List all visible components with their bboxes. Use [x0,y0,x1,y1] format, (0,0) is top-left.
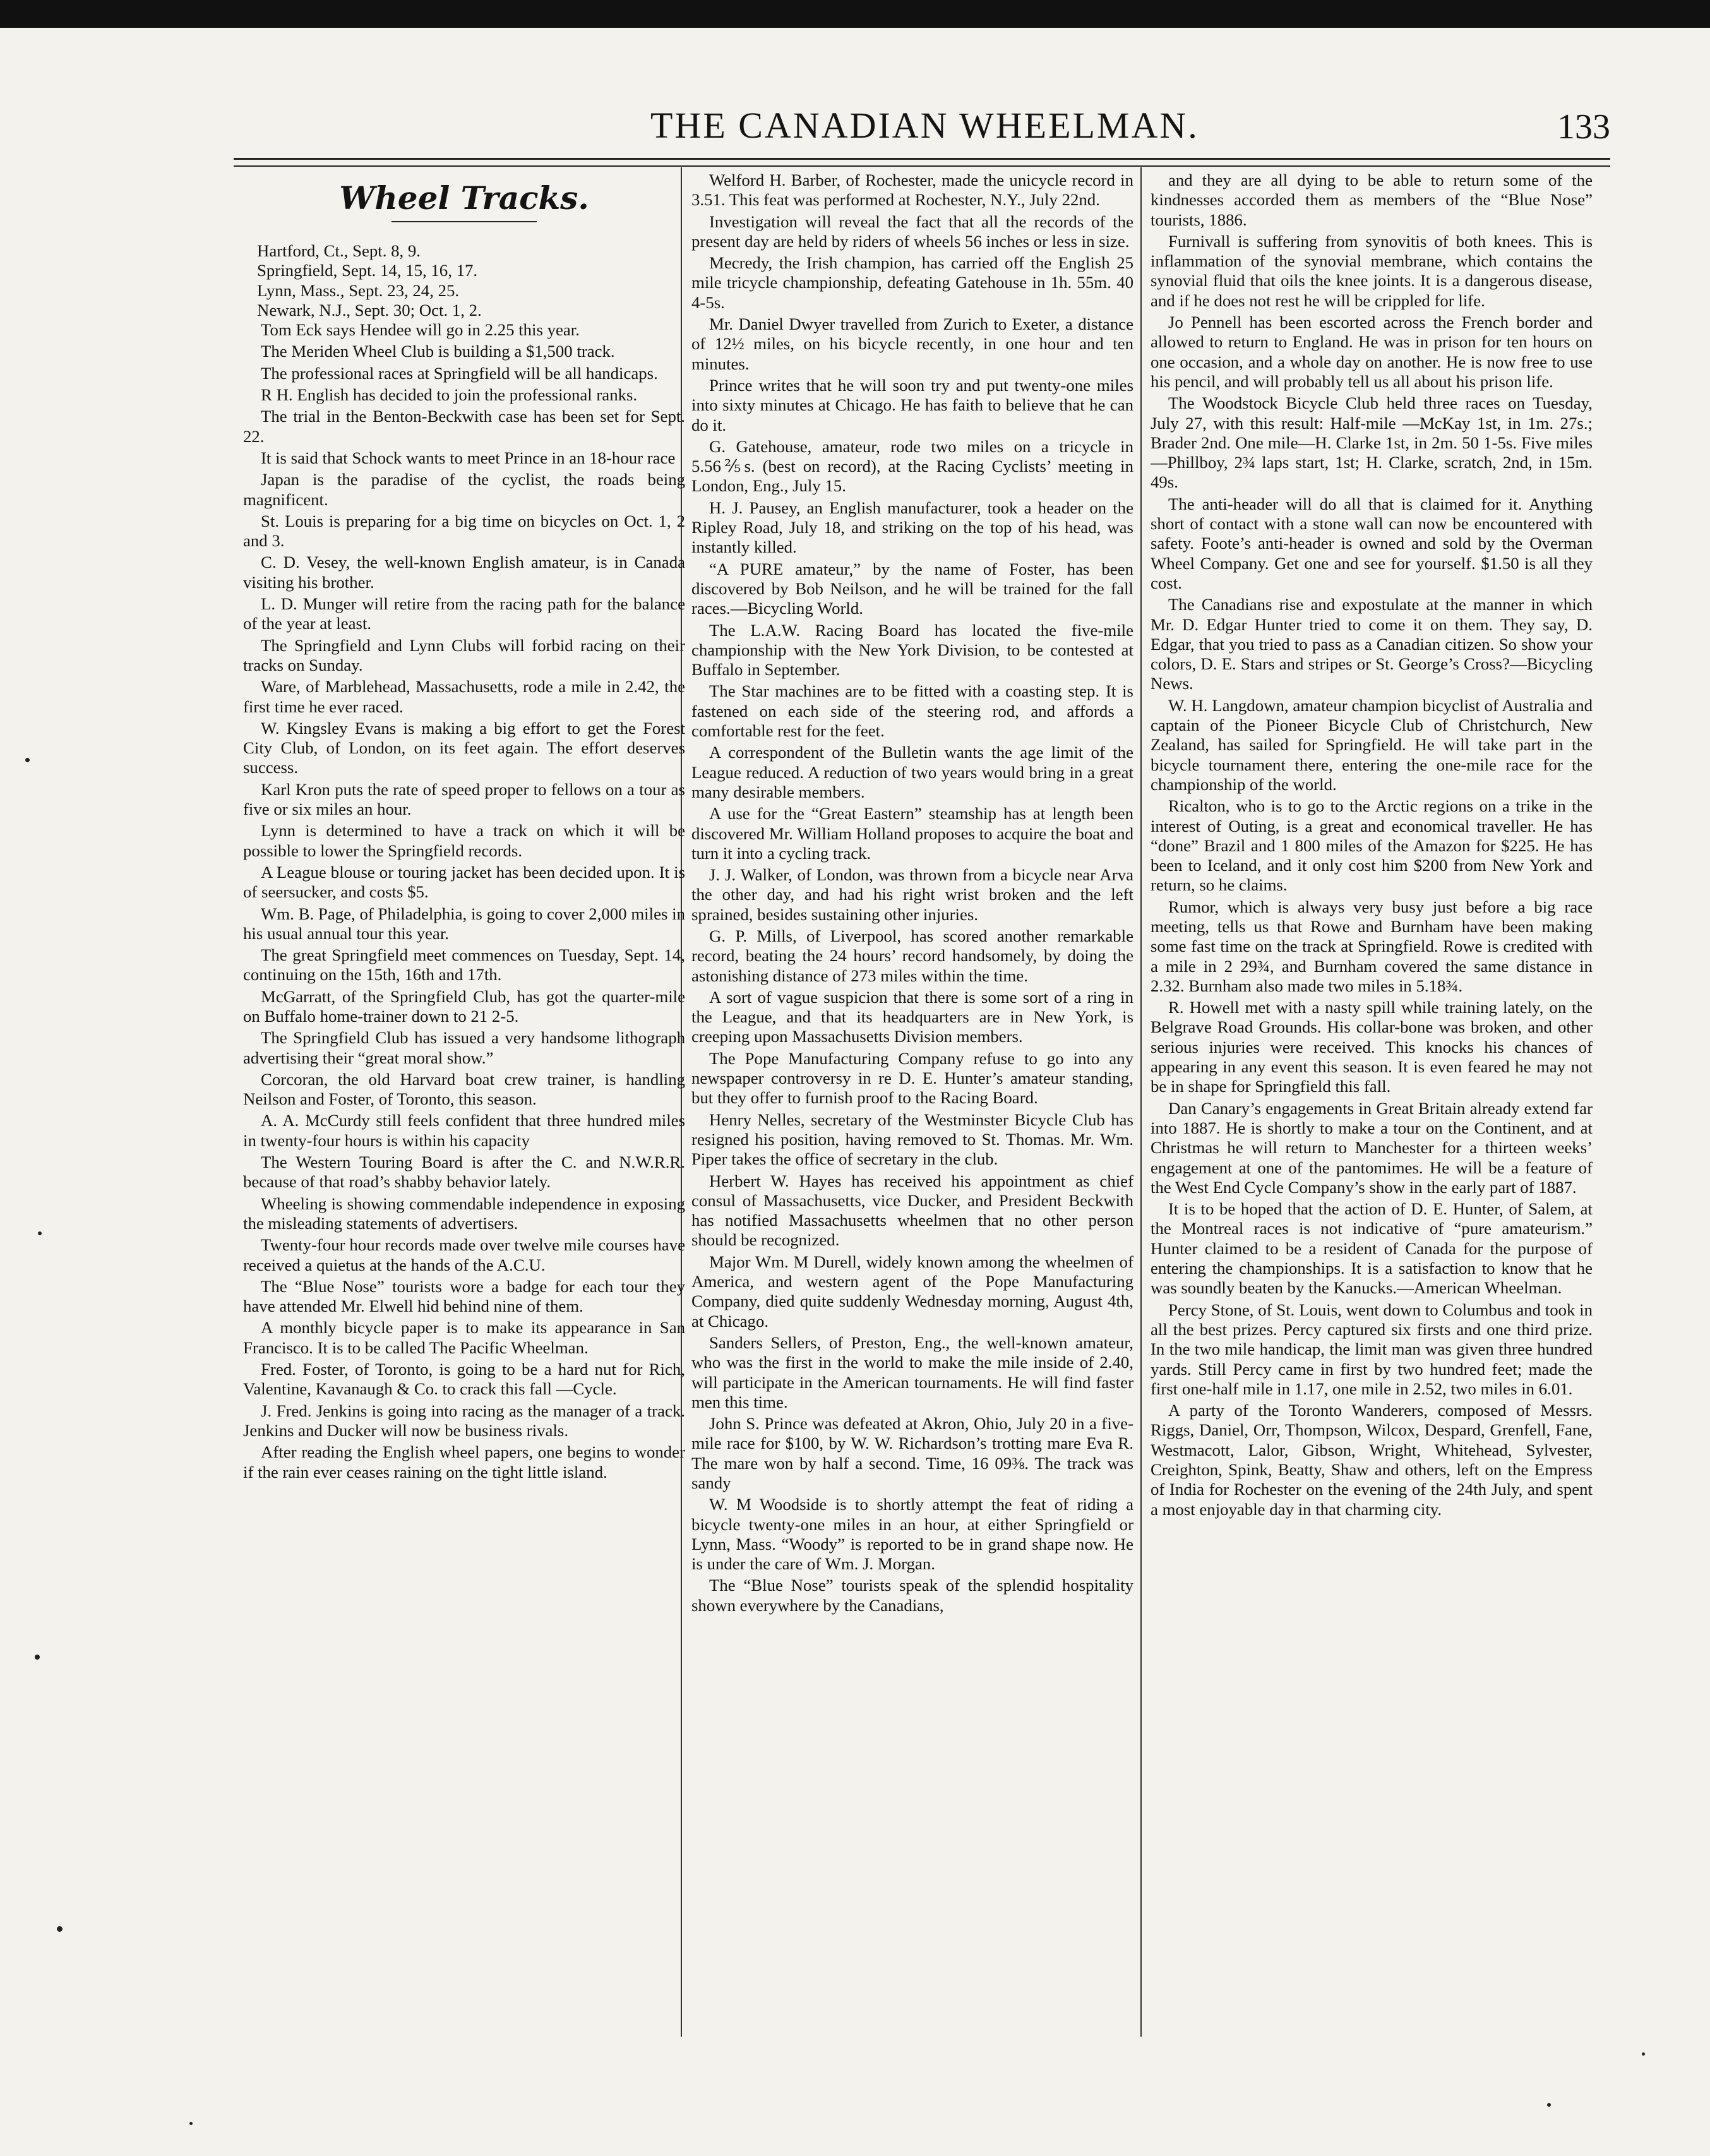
scan-speck [38,1231,42,1235]
news-item: The Pope Manufacturing Company refuse to go into any newspaper controversy in re D. E. Hunter’s amateur standing, but they offer to furnish proof to the Racing Board. [691,1048,1133,1108]
news-item: C. D. Vesey, the well-known English amateur, is in Canada visiting his brother. [243,553,685,592]
news-item: Sanders Sellers, of Preston, Eng., the well-known amateur, who was the first in the world to make the mile inside of 2.40, will participate in the American tournaments. He will find faster men this time. [691,1333,1133,1411]
news-item: The “Blue Nose” tourists speak of the splendid hospitality shown everywhere by the Canadians, [691,1576,1133,1615]
meet-date-line: Springfield, Sept. 14, 15, 16, 17. [257,261,478,280]
news-item: “A PURE amateur,” by the name of Foster, has been discovered by Bob Neilson, and he will be trained for the fall races.—Bicycling World. [691,559,1133,618]
news-item: A monthly bicycle paper is to make its appearance in San Francisco. It is to be called The Pacific Wheelman. [243,1318,685,1357]
news-item: Fred. Foster, of Toronto, is going to be a hard nut for Rich, Valentine, Kavanaugh & Co. to crack this fall —Cycle. [243,1360,685,1399]
news-item: Rumor, which is always very busy just before a big race meeting, tells us that Rowe and Burnham have been making some fast time on the track at Springfield. Rowe is credited with a mile in 2 29¾, and Burnham covered the same distance in 2.32. Burnham also made two miles in 5.18¾. [1151,897,1593,995]
news-item: The Springfield Club has issued a very handsome lithograph advertising their “great moral show.” [243,1028,685,1067]
scan-speck [189,2122,193,2125]
news-item: Investigation will reveal the fact that all the records of the present day are held by riders of wheels 56 inches or less in size. [691,212,1133,251]
news-item: J. J. Walker, of London, was thrown from a bicycle near Arva the other day, and had his right wrist broken and the left sprained, besides sustaining other injuries. [691,865,1133,924]
news-item: H. J. Pausey, an English manufacturer, took a header on the Ripley Road, July 18, and striking on the top of his head, was instantly killed. [691,498,1133,557]
news-item: After reading the English wheel papers, one begins to wonder if the rain ever ceases raining on the tight little island. [243,1442,685,1482]
news-item: The Meriden Wheel Club is building a $1,500 track. [261,342,615,361]
news-item: It is said that Schock wants to meet Prince in an 18-hour race [261,448,676,467]
news-item: Mecredy, the Irish champion, has carried off the English 25 mile tricycle championship, defeating Gatehouse in 1h. 55m. 40 4-5s. [691,253,1133,312]
scan-speck [1547,2103,1551,2107]
header-rule-thin [234,165,1610,167]
news-item: The trial in the Benton-Beckwith case has been set for Sept. 22. [243,407,685,446]
news-item: Karl Kron puts the rate of speed proper to fellows on a tour as five or six miles an hour. [243,779,685,819]
news-item: The L.A.W. Racing Board has located the five-mile championship with the New York Division, to be contested at Buffalo in September. [691,620,1133,680]
news-item: St. Louis is preparing for a big time on bicycles on Oct. 1, 2 and 3. [243,511,685,551]
news-item: G. P. Mills, of Liverpool, has scored another remarkable record, beating the 24 hours’ record handsomely, by doing the astonishing distance of 273 miles within the time. [691,926,1133,985]
scan-speck [1642,2052,1645,2056]
news-item: The anti-header will do all that is claimed for it. Anything short of contact with a stone wall can now be encountered with safety. Foote’s anti-header is owned and sold by the Overman Wheel Company. Get one and see for yourself. $1.50 is all they cost. [1151,494,1593,592]
header-rule [234,158,1610,160]
news-item: John S. Prince was defeated at Akron, Ohio, July 20 in a five-mile race for $100, by W. W. Richardson’s trotting mare Eva R. The mare won by half a second. Time, 16 09⅜. The track was sandy [691,1414,1133,1492]
news-item: Mr. Daniel Dwyer travelled from Zurich to Exeter, a distance of 12½ miles, on his bicycle recently, in one hour and ten minutes. [691,314,1133,373]
news-item: The Canadians rise and expostulate at the manner in which Mr. D. Edgar Hunter tried to come it on them. They say, D. Edgar, that you tried to pass as a Canadian citizen. So show your colors, D. E. Stars and stripes or St. George’s Cross?—Bicycling News. [1151,595,1593,693]
meet-date-line: Hartford, Ct., Sept. 8, 9. [257,241,421,260]
page-number: 133 [1557,107,1610,147]
news-item: Major Wm. M Durell, widely known among the wheelmen of America, and western agent of the Pope Manufacturing Company, died quite suddenly Wednesday morning, August 4th, at Chicago. [691,1252,1133,1331]
meet-date-line: Lynn, Mass., Sept. 23, 24, 25. [257,280,460,300]
news-item: G. Gatehouse, amateur, rode two miles on a tricycle in 5.56⅖s. (best on record), at the Racing Cyclists’ meeting in London, Eng., July 15. [691,436,1133,496]
news-item: McGarratt, of the Springfield Club, has got the quarter-mile on Buffalo home-trainer down to 21 2-5. [243,986,685,1026]
news-item: Wm. B. Page, of Philadelphia, is going to cover 2,000 miles in his usual annual tour this year. [243,904,685,943]
news-item: Dan Canary’s engagements in Great Britain already extend far into 1887. He is shortly to make a tour on the Continent, and at Christmas he will return to Manchester for a thirteen weeks’ engagement at one of the pantomimes. He will be a feature of the West End Cycle Company’s show in the early part of 1887. [1151,1098,1593,1197]
news-item: A League blouse or touring jacket has been decided upon. It is of seersucker, and costs $5. [243,862,685,902]
news-item: R. Howell met with a nasty spill while training lately, on the Belgrave Road Grounds. His collar-bone was broken, and other serious injuries were received. This knocks his chances of appearing in any event this season. It is even feared he may not be in shape for Springfield this fall. [1151,998,1593,1096]
news-item: W. M Woodside is to shortly attempt the feat of riding a bicycle twenty-one miles in an hour, at either Springfield or Lynn, Mass. “Woody” is reported to be in grand shape now. He is under the care of Wm. J. Morgan. [691,1495,1133,1574]
news-item: Ricalton, who is to go to the Arctic regions on a trike in the interest of Outing, is a great and economical traveller. He has “done” Brazil and 1 800 miles of the Amazon for $225. He has been to Iceland, and it only cost him $200 from New York and return, so he claims. [1151,796,1593,895]
news-item: Twenty-four hour records made over twelve mile courses have received a quietus at the hands of the A.C.U. [243,1235,685,1274]
news-item: The professional races at Springfield will be all handicaps. [261,363,658,383]
masthead-title: THE CANADIAN WHEELMAN. [650,105,1199,146]
news-item: Henry Nelles, secretary of the Westminster Bicycle Club has resigned his position, having removed to St. Thomas. Mr. Wm. Piper takes the office of secretary in the club. [691,1110,1133,1169]
news-item: Corcoran, the old Harvard boat crew trainer, is handling Neilson and Foster, of Toronto, this season. [243,1069,685,1109]
news-item: The Star machines are to be fitted with a coasting step. It is fastened on each side of the steering rod, and affords a comfortable rest for the feet. [691,681,1133,741]
news-item: Welford H. Barber, of Rochester, made the unicycle record in 3.51. This feat was performed at Rochester, N.Y., July 22nd. [691,171,1133,210]
news-item: Prince writes that he will soon try and put twenty-one miles into sixty minutes at Chicago. He has faith to believe that he can do it. [691,375,1133,434]
scan-speck [57,1926,63,1932]
news-item: The great Springfield meet commences on Tuesday, Sept. 14, continuing on the 15th, 16th and 17th. [243,945,685,985]
news-item: L. D. Munger will retire from the racing path for the balance of the year at least. [243,594,685,633]
news-item: Herbert W. Hayes has received his appointment as chief consul of Massachusetts, vice Ducker, and President Beckwith has notified Massachusetts wheelmen that no other person should be recognized. [691,1171,1133,1250]
news-item: R H. English has decided to join the professional ranks. [261,385,638,405]
news-item: Tom Eck says Hendee will go in 2.25 this year. [261,320,580,340]
news-item: Wheeling is showing commendable independence in exposing the misleading statements of advertisers. [243,1194,685,1233]
news-item: Japan is the paradise of the cyclist, the roads being magnificent. [243,470,685,509]
news-item: Jo Pennell has been escorted across the French border and allowed to return to England. He was in prison for ten hours on one occasion, and a whole day on another. He is now free to use his pencil, and will probably tell us all about his prison life. [1151,313,1593,391]
news-item: A. A. McCurdy still feels confident that three hundred miles in twenty-four hours is within his capacity [243,1111,685,1150]
news-item: It is to be hoped that the action of D. E. Hunter, of Salem, at the Montreal races is not indicative of “pure amateurism.” Hunter claimed to be a resident of Canada for the purpose of entering the championships. It is a satisfaction to know that he was soundly beaten by the Kanucks.—American Wheelman. [1151,1199,1593,1298]
news-item: A correspondent of the Bulletin wants the age limit of the League reduced. A reduction of two years would bring in a great many desirable members. [691,743,1133,801]
meet-date-line: Newark, N.J., Sept. 30; Oct. 1, 2. [257,300,482,320]
news-item: The “Blue Nose” tourists wore a badge for each tour they have attended Mr. Elwell hid behind nine of them. [243,1276,685,1316]
column-2 [691,171,1133,2033]
column-1 [243,171,685,2033]
news-item: J. Fred. Jenkins is going into racing as the manager of a track. Jenkins and Ducker will now be business rivals. [243,1401,685,1440]
scan-speck [25,758,30,762]
news-item: and they are all dying to be able to return some of the kindnesses accorded them as members of the “Blue Nose” tourists, 1886. [1151,171,1593,229]
news-item: A use for the “Great Eastern” steamship has at length been discovered Mr. William Holland proposes to acquire the boat and turn it into a cycling track. [691,804,1133,863]
news-item: Ware, of Marblehead, Massachusetts, rode a mile in 2.42, the first time he ever raced. [243,677,685,716]
news-item: Furnivall is suffering from synovitis of both knees. This is inflammation of the synovial membrane, which contains the synovial fluid that oils the knee joints. It is a dangerous disease, and if he does not rest he will be crippled for life. [1151,231,1593,310]
page-header [234,104,1610,155]
news-item: Lynn is determined to have a track on which it will be possible to lower the Springfield records. [243,821,685,860]
news-item: W. H. Langdown, amateur champion bicyclist of Australia and captain of the Pioneer Bicycle Club of Christchurch, New Zealand, has sailed for Springfield. He will take part in the bicycle tournament there, entering the one-mile race for the championship of the world. [1151,695,1593,794]
scan-top-edge [0,0,1710,28]
news-item: A party of the Toronto Wanderers, composed of Messrs. Riggs, Daniel, Orr, Thompson, Wilcox, Despard, Grenfell, Fane, Westmacott, Lalor, Gibson, Wright, Whitehead, Sylvester, Creighton, Spink, Beatty, Shaw and others, left on the Empress of India for Rochester on the evening of the 24th July, and spent a most enjoyable day in that charming city. [1151,1401,1593,1519]
column-divider [1140,167,1142,2037]
section-title-rule [392,221,537,222]
news-item: W. Kingsley Evans is making a big effort to get the Forest City Club, of London, on its feet again. The effort deserves success. [243,718,685,777]
news-item: The Western Touring Board is after the C. and N.W.R.R. because of that road’s shabby behavior lately. [243,1153,685,1192]
section-title: Wheel Tracks. [339,179,589,217]
news-item: The Springfield and Lynn Clubs will forbid racing on their tracks on Sunday. [243,635,685,674]
column-3 [1151,171,1593,2033]
news-item: A sort of vague suspicion that there is some sort of a ring in the League, and that its headquarters are in New York, is creeping upon Massachusetts Division members. [691,987,1133,1046]
news-item: The Woodstock Bicycle Club held three races on Tuesday, July 27, with this result: Half-mile —McKay 1st, in 1m. 27s.; Brader 2nd. One mile—H. Clarke 1st, in 2m. 50 1-5s. Five miles —Phillboy, 2¾ laps start, 1st; H. Clarke, scratch, 2nd, in 15m. 49s. [1151,393,1593,492]
scan-speck [35,1655,40,1660]
news-item: Percy Stone, of St. Louis, went down to Columbus and took in all the best prizes. Percy captured six firsts and one third prize. In the two mile handicap, the limit man was given three hundred yards. Still Percy came in first by two hundred feet; made the first one-half mile in 1.17, one mile in 2.52, two miles in 6.01. [1151,1300,1593,1398]
